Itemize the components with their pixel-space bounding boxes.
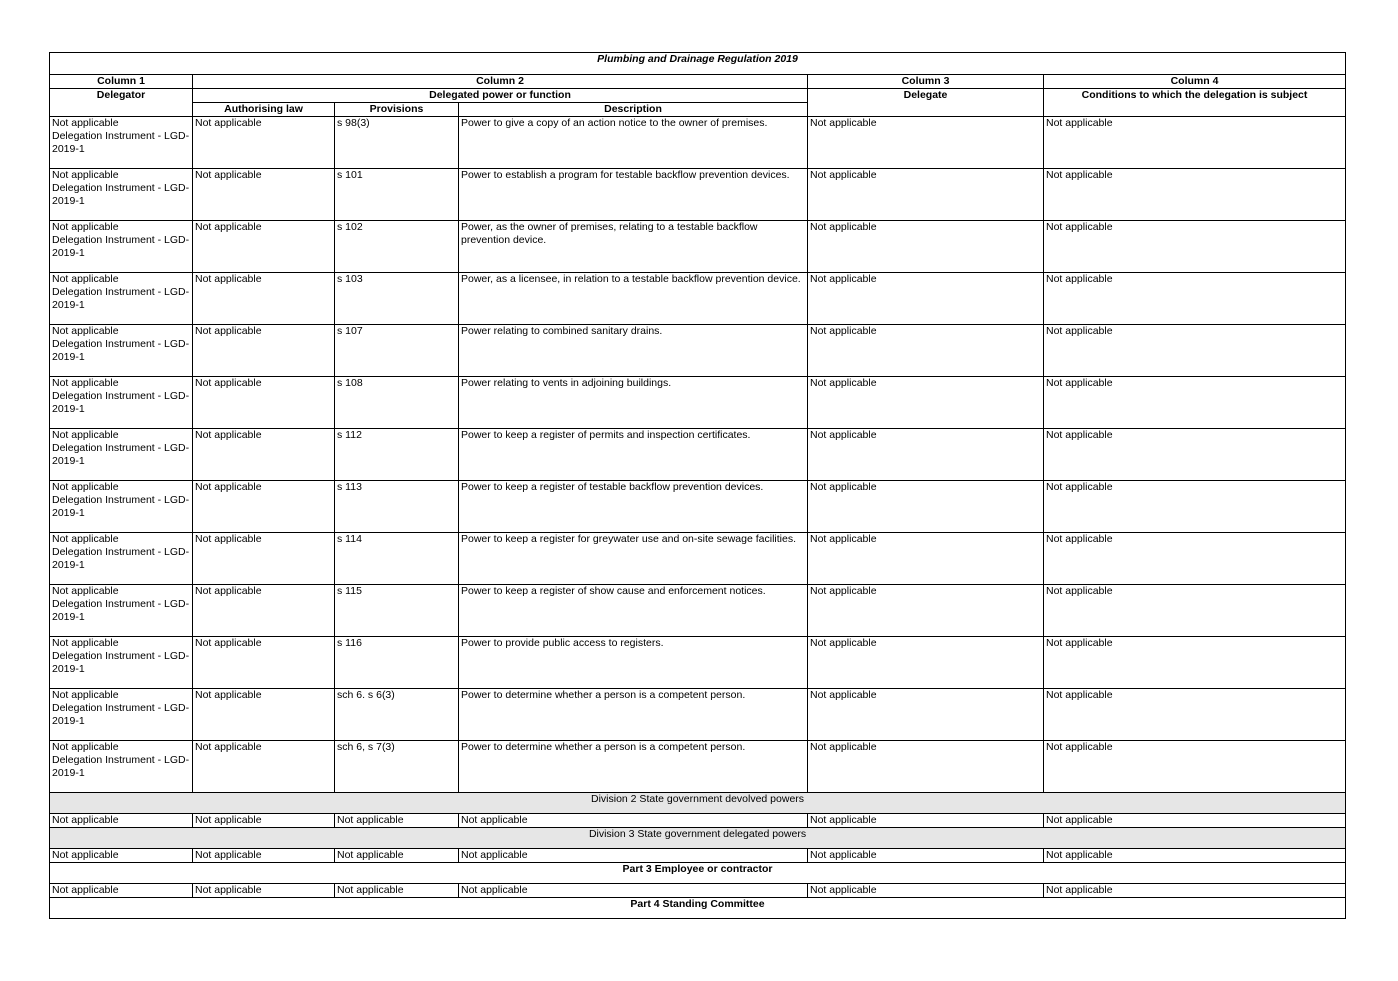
delegate-cell: Not applicable [808, 377, 1044, 429]
provision-cell: s 108 [335, 377, 459, 429]
conditions-cell: Not applicable [1044, 429, 1346, 481]
table-row [50, 637, 1346, 689]
description-cell: Power, as a licensee, in relation to a testable backflow prevention device. [459, 273, 808, 325]
delegator-cell: Not applicable [50, 849, 193, 863]
description-cell: Power to determine whether a person is a competent person. [459, 689, 808, 741]
provision-cell: sch 6, s 7(3) [335, 741, 459, 793]
description-cell: Power relating to vents in adjoining buildings. [459, 377, 808, 429]
delegated-power-header: Delegated power or function [193, 89, 808, 103]
conditions-cell: Not applicable [1044, 325, 1346, 377]
table-row [50, 481, 1346, 533]
law-cell: Not applicable [193, 377, 335, 429]
page-title: Plumbing and Drainage Regulation 2019 [50, 53, 1346, 75]
table-row [50, 533, 1346, 585]
table-row [50, 741, 1346, 793]
delegate-cell: Not applicable [808, 169, 1044, 221]
conditions-cell: Not applicable [1044, 814, 1346, 828]
provision-cell: s 101 [335, 169, 459, 221]
description-cell: Power to keep a register of testable backflow prevention devices. [459, 481, 808, 533]
description-cell: Power relating to combined sanitary drains. [459, 325, 808, 377]
delegate-cell: Not applicable [808, 689, 1044, 741]
provision-cell: sch 6. s 6(3) [335, 689, 459, 741]
delegator-cell: Not applicable Delegation Instrument - LGD-2019-1 [50, 377, 193, 429]
conditions-cell: Not applicable [1044, 741, 1346, 793]
description-cell: Not applicable [459, 849, 808, 863]
conditions-cell: Not applicable [1044, 884, 1346, 898]
delegate-cell: Not applicable [808, 585, 1044, 637]
table-row [50, 273, 1346, 325]
description-cell: Power to keep a register of permits and inspection certificates. [459, 429, 808, 481]
law-cell: Not applicable [193, 169, 335, 221]
delegator-cell: Not applicable [50, 814, 193, 828]
table-row [50, 117, 1346, 169]
table-row [50, 814, 1346, 828]
delegator-cell: Not applicable Delegation Instrument - LGD-2019-1 [50, 325, 193, 377]
conditions-cell: Not applicable [1044, 273, 1346, 325]
delegate-cell: Not applicable [808, 849, 1044, 863]
description-cell: Power to establish a program for testable backflow prevention devices. [459, 169, 808, 221]
part-4-heading: Part 4 Standing Committee [50, 898, 1346, 919]
law-cell: Not applicable [193, 689, 335, 741]
conditions-cell: Not applicable [1044, 481, 1346, 533]
delegate-cell: Not applicable [808, 884, 1044, 898]
law-cell: Not applicable [193, 814, 335, 828]
conditions-cell: Not applicable [1044, 377, 1346, 429]
provision-cell: s 107 [335, 325, 459, 377]
part-3-heading: Part 3 Employee or contractor [50, 863, 1346, 884]
conditions-cell: Not applicable [1044, 221, 1346, 273]
law-cell: Not applicable [193, 429, 335, 481]
provision-cell: Not applicable [335, 884, 459, 898]
conditions-cell: Not applicable [1044, 117, 1346, 169]
law-cell: Not applicable [193, 221, 335, 273]
law-cell: Not applicable [193, 533, 335, 585]
column-4-header: Column 4 [1044, 75, 1346, 89]
delegate-cell: Not applicable [808, 221, 1044, 273]
delegation-table [49, 52, 1346, 919]
provision-cell: Not applicable [335, 814, 459, 828]
division-3-heading: Division 3 State government delegated powers [50, 828, 1346, 849]
table-row [50, 169, 1346, 221]
description-header: Description [459, 103, 808, 117]
delegator-cell: Not applicable Delegation Instrument - LGD-2019-1 [50, 637, 193, 689]
delegator-cell: Not applicable Delegation Instrument - LGD-2019-1 [50, 273, 193, 325]
delegate-cell: Not applicable [808, 533, 1044, 585]
law-cell: Not applicable [193, 585, 335, 637]
delegate-cell: Not applicable [808, 741, 1044, 793]
delegate-cell: Not applicable [808, 325, 1044, 377]
conditions-cell: Not applicable [1044, 689, 1346, 741]
table-row [50, 585, 1346, 637]
table-row [50, 429, 1346, 481]
law-cell: Not applicable [193, 637, 335, 689]
division-2-heading: Division 2 State government devolved powers [50, 793, 1346, 814]
delegator-cell: Not applicable Delegation Instrument - LGD-2019-1 [50, 689, 193, 741]
table-row [50, 325, 1346, 377]
description-cell: Power to provide public access to registers. [459, 637, 808, 689]
table-row [50, 689, 1346, 741]
delegate-header: Delegate [808, 89, 1044, 117]
law-cell: Not applicable [193, 884, 335, 898]
conditions-cell: Not applicable [1044, 585, 1346, 637]
authorising-law-header: Authorising law [193, 103, 335, 117]
description-cell: Not applicable [459, 814, 808, 828]
provision-cell: s 115 [335, 585, 459, 637]
provision-cell: s 112 [335, 429, 459, 481]
description-cell: Power to determine whether a person is a competent person. [459, 741, 808, 793]
table-row [50, 377, 1346, 429]
delegator-cell: Not applicable Delegation Instrument - LGD-2019-1 [50, 117, 193, 169]
law-cell: Not applicable [193, 325, 335, 377]
delegator-cell: Not applicable Delegation Instrument - LGD-2019-1 [50, 481, 193, 533]
law-cell: Not applicable [193, 849, 335, 863]
description-cell: Power to keep a register of show cause and enforcement notices. [459, 585, 808, 637]
delegator-cell: Not applicable Delegation Instrument - LGD-2019-1 [50, 221, 193, 273]
column-3-header: Column 3 [808, 75, 1044, 89]
table-row [50, 884, 1346, 898]
description-cell: Power, as the owner of premises, relating to a testable backflow prevention device. [459, 221, 808, 273]
provision-cell: s 113 [335, 481, 459, 533]
law-cell: Not applicable [193, 481, 335, 533]
table-row [50, 849, 1346, 863]
provision-cell: s 102 [335, 221, 459, 273]
table-row [50, 221, 1346, 273]
delegate-cell: Not applicable [808, 273, 1044, 325]
provision-cell: Not applicable [335, 849, 459, 863]
conditions-cell: Not applicable [1044, 637, 1346, 689]
delegator-cell: Not applicable [50, 884, 193, 898]
description-cell: Power to keep a register for greywater use and on-site sewage facilities. [459, 533, 808, 585]
delegator-cell: Not applicable Delegation Instrument - LGD-2019-1 [50, 169, 193, 221]
conditions-cell: Not applicable [1044, 849, 1346, 863]
delegator-cell: Not applicable Delegation Instrument - LGD-2019-1 [50, 429, 193, 481]
delegator-cell: Not applicable Delegation Instrument - LGD-2019-1 [50, 741, 193, 793]
delegate-cell: Not applicable [808, 481, 1044, 533]
delegator-cell: Not applicable Delegation Instrument - LGD-2019-1 [50, 533, 193, 585]
delegator-cell: Not applicable Delegation Instrument - LGD-2019-1 [50, 585, 193, 637]
provision-cell: s 103 [335, 273, 459, 325]
delegate-cell: Not applicable [808, 814, 1044, 828]
provision-cell: s 98(3) [335, 117, 459, 169]
delegate-cell: Not applicable [808, 637, 1044, 689]
conditions-header: Conditions to which the delegation is subject [1044, 89, 1346, 117]
delegator-header: Delegator [50, 89, 193, 117]
conditions-cell: Not applicable [1044, 169, 1346, 221]
law-cell: Not applicable [193, 741, 335, 793]
delegate-cell: Not applicable [808, 429, 1044, 481]
provisions-header: Provisions [335, 103, 459, 117]
provision-cell: s 114 [335, 533, 459, 585]
delegate-cell: Not applicable [808, 117, 1044, 169]
column-2-header: Column 2 [193, 75, 808, 89]
column-1-header: Column 1 [50, 75, 193, 89]
law-cell: Not applicable [193, 273, 335, 325]
conditions-cell: Not applicable [1044, 533, 1346, 585]
law-cell: Not applicable [193, 117, 335, 169]
provision-cell: s 116 [335, 637, 459, 689]
description-cell: Not applicable [459, 884, 808, 898]
description-cell: Power to give a copy of an action notice to the owner of premises. [459, 117, 808, 169]
